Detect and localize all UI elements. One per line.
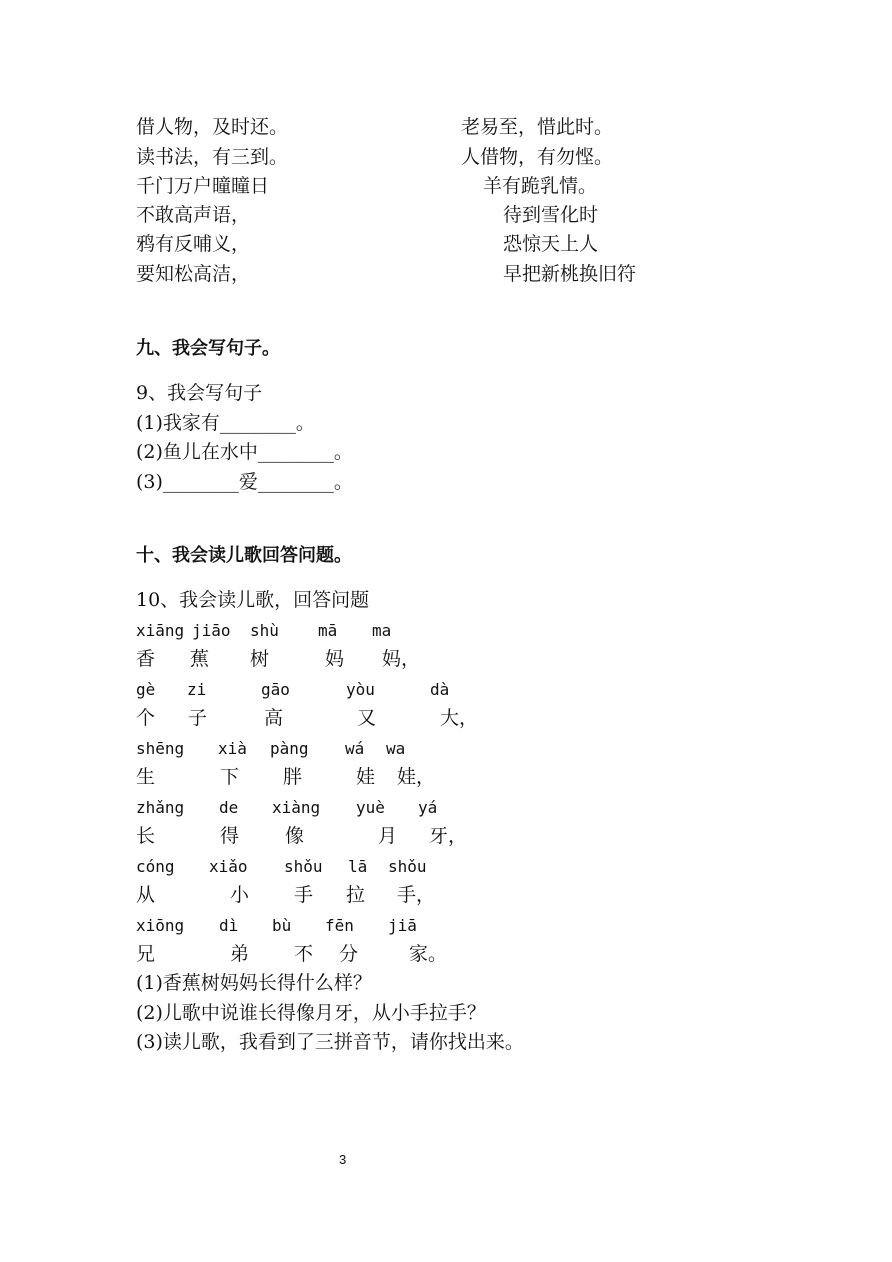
poem-hanzi: 长 [136,825,156,847]
match-right-1: 老易至，惜此时。 [461,116,614,138]
poem-pinyin: shù [250,621,279,640]
poem-pinyin: xià [218,739,247,758]
poem-pinyin: yá [418,798,438,817]
poem-pinyin: yuè [356,798,385,817]
poem-pinyin: mā [318,621,338,640]
poem-hanzi: 手， [397,884,436,906]
poem-pinyin: shǒu [284,857,323,876]
poem-hanzi: 分 [339,943,359,965]
match-right-2: 人借物，有勿悭。 [461,146,614,168]
poem-hanzi: 大， [440,707,479,729]
poem-pinyin: de [219,798,239,817]
poem-pinyin: pàng [270,739,309,758]
match-left-5: 鸦有反哺义， [136,233,251,255]
poem-pinyin: zi [187,680,207,699]
poem-pinyin: dà [430,680,450,699]
section-9-item-1: (1)我家有________。 [136,412,315,434]
poem-hanzi: 个 [136,707,156,729]
poem-hanzi: 娃， [397,766,436,788]
match-left-3: 千门万户曈曈日 [136,175,270,197]
poem-pinyin: xiōng [136,916,185,935]
poem-pinyin: fēn [325,916,354,935]
poem-hanzi: 胖 [283,766,303,788]
poem-hanzi: 不 [294,943,314,965]
poem-pinyin: xiāng [136,621,185,640]
poem-hanzi: 妈， [382,648,421,670]
poem-pinyin: jiāo [192,621,231,640]
match-right-4: 待到雪化时 [503,204,599,226]
poem-hanzi: 得 [220,825,240,847]
section-9-heading: 九、我会写句子。 [136,338,280,359]
poem-pinyin: shēng [136,739,185,758]
poem-hanzi: 香 [136,648,156,670]
question-2: (2)儿歌中说谁长得像月牙，从小手拉手？ [136,1002,486,1024]
match-right-3: 羊有跪乳情。 [483,175,598,197]
poem-hanzi: 拉 [346,884,366,906]
poem-pinyin: lā [348,857,368,876]
section-9-item-3: (3)________爱________。 [136,471,353,493]
poem-hanzi: 树 [250,648,270,670]
section-9-item-2: (2)鱼儿在水中________。 [136,441,353,463]
poem-hanzi: 又 [357,707,377,729]
poem-hanzi: 从 [136,884,156,906]
match-right-6: 早把新桃换旧符 [503,263,637,285]
poem-hanzi: 手 [294,884,314,906]
poem-pinyin: shǒu [388,857,427,876]
poem-pinyin: gè [136,680,156,699]
poem-hanzi: 小 [230,884,250,906]
poem-pinyin: dì [219,916,239,935]
poem-pinyin: cóng [136,857,175,876]
poem-hanzi: 月 [378,825,398,847]
poem-hanzi: 像 [285,825,305,847]
section-10-title: 10、我会读儿歌，回答问题 [136,589,370,611]
poem-pinyin: wá [345,739,365,758]
poem-pinyin: xiǎo [209,857,248,876]
poem-hanzi: 弟 [230,943,250,965]
poem-hanzi: 蕉 [190,648,210,670]
match-left-4: 不敢高声语， [136,204,251,226]
poem-hanzi: 高 [264,707,284,729]
match-left-6: 要知松高洁， [136,263,251,285]
question-1: (1)香蕉树妈妈长得什么样？ [136,972,372,994]
section-10-heading: 十、我会读儿歌回答问题。 [136,545,352,566]
question-3: (3)读儿歌，我看到了三拼音节，请你找出来。 [136,1031,524,1053]
match-left-2: 读书法，有三到。 [136,146,289,168]
poem-hanzi: 生 [136,766,156,788]
match-right-5: 恐惊天上人 [503,233,599,255]
poem-hanzi: 牙， [429,825,468,847]
section-9-title: 9、我会写句子 [136,382,263,404]
poem-pinyin: wa [386,739,406,758]
poem-hanzi: 娃 [356,766,376,788]
poem-pinyin: zhǎng [136,798,185,817]
poem-hanzi: 妈 [325,648,345,670]
poem-pinyin: yòu [346,680,375,699]
poem-hanzi: 下 [220,766,240,788]
poem-hanzi: 子 [188,707,208,729]
poem-pinyin: gāo [261,680,290,699]
match-left-1: 借人物，及时还。 [136,116,289,138]
poem-pinyin: jiā [388,916,417,935]
poem-pinyin: bù [272,916,292,935]
poem-hanzi: 兄 [136,943,156,965]
poem-pinyin: xiàng [272,798,321,817]
page-number: 3 [339,1152,347,1167]
poem-pinyin: ma [372,621,392,640]
poem-hanzi: 家。 [409,943,448,965]
